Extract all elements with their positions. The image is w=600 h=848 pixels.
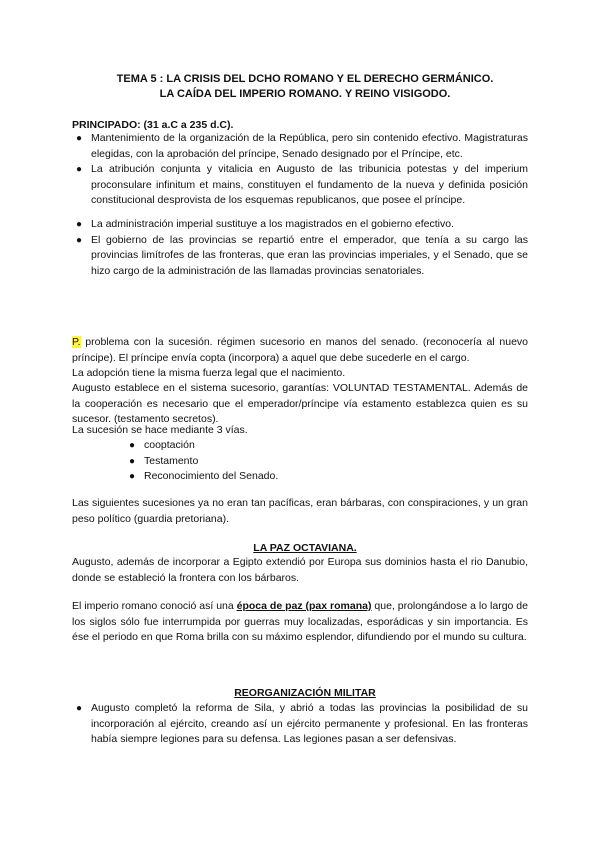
sucesion-paragraph: P. problema con la sucesión. régimen sucesorio en manos del senado. (reconocería al nuevo príncipe). El príncipe envía copta (incorpora) a aquel que debe sucederle en el cargo. xyxy=(72,336,528,364)
adopcion-paragraph: La adopción tiene la misma fuerza legal que el nacimiento. xyxy=(72,367,346,379)
paz-heading: LA PAZ OCTAVIANA. xyxy=(253,542,357,554)
list-item: ● Reconocimiento del Senado. xyxy=(127,469,427,485)
list-item: ● La administración imperial sustituye a los magistrados en el gobierno efectivo. xyxy=(72,217,528,233)
principado-heading: PRINCIPADO: (31 a.C a 235 d.C). xyxy=(72,119,234,131)
list-item: ● El gobierno de las provincias se repartió entre el emperador, que tenía a su cargo las provincias limítrofes de las fronteras, que eran las provincias imperiales, y el Senado, que se hizo cargo de la administración de las llamadas provincias senatoriales. xyxy=(76,233,528,277)
list-item: ● Augusto completó la reforma de Sila, y abrió a todas las provincias la posibilidad de su incorporación al ejército, creando así un ejército permanente y profesional. En las fronteras había siempre legiones para su defensa. Las legiones pasan a ser defensivas. xyxy=(76,702,528,746)
list-spacer xyxy=(72,209,528,217)
bullet-icon: ● xyxy=(76,234,83,246)
militar-list xyxy=(72,701,528,748)
siguientes-sucesiones-paragraph: Las siguientes sucesiones ya no eran tan pacíficas, eran bárbaras, con conspiraciones, y un gran peso político (guardia pretoriana). xyxy=(72,497,528,525)
augusto-sucesion-paragraph: Augusto establece en el sistema sucesorio, garantías: VOLUNTAD TESTAMENTAL. Además de la cooperación es necesario que el emperador/príncipe vía estamento establezca quien es su sucesor. (testamento secretos). xyxy=(72,382,528,426)
militar-heading: REORGANIZACIÓN MILITAR xyxy=(234,687,376,699)
list-item: ● cooptación xyxy=(127,438,427,454)
list-item: ● La atribución conjunta y vitalicia en Augusto de las tribunicia potestas y del imperium proconsulare infinitum et mains, constituyen el fundamento de la nueva y definida posición constitucional desprovista de los esquemas republicanos, que posee el príncipe. xyxy=(76,163,528,207)
highlighted-text: P. xyxy=(72,336,81,348)
vias-intro: La sucesión se hace mediante 3 vías. xyxy=(72,424,248,436)
pax-romana-emphasis: época de paz (pax romana) xyxy=(236,600,372,612)
title-line-1: TEMA 5 : LA CRISIS DEL DCHO ROMANO Y EL DERECHO GERMÁNICO. xyxy=(116,73,494,85)
list-item: ● Testamento xyxy=(127,454,427,470)
title-line-2: LA CAÍDA DEL IMPERIO ROMANO. Y REINO VISIGODO. xyxy=(159,88,451,100)
bullet-icon: ● xyxy=(76,164,83,176)
bullet-icon: ● xyxy=(129,471,136,483)
paz-paragraph-1: Augusto, además de incorporar a Egipto extendió por Europa sus dominios hasta el rio Danubio, donde se estableció la frontera con los bárbaros. xyxy=(72,556,528,584)
list-item: ● Mantenimiento de la organización de la República, pero sin contenido efectivo. Magistraturas elegidas, con la aprobación del príncipe, Senado designado por el Príncipe, etc. xyxy=(76,132,528,160)
vias-list xyxy=(127,438,427,485)
bullet-icon: ● xyxy=(76,133,83,144)
bullet-icon: ● xyxy=(76,218,83,230)
bullet-icon: ● xyxy=(129,455,136,467)
bullet-icon: ● xyxy=(129,440,136,451)
principado-list xyxy=(72,131,528,279)
bullet-icon: ● xyxy=(76,703,83,714)
paz-paragraph-2: El imperio romano conoció así una época de paz (pax romana) que, prolongándose a lo largo de los siglos sólo fue interrumpida por guerras muy localizadas, esporádicas y sin importancia. Es ése el periodo en que Roma brilla con su máximo esplendor, difundiendo por el mundo su cultura. xyxy=(72,600,528,644)
